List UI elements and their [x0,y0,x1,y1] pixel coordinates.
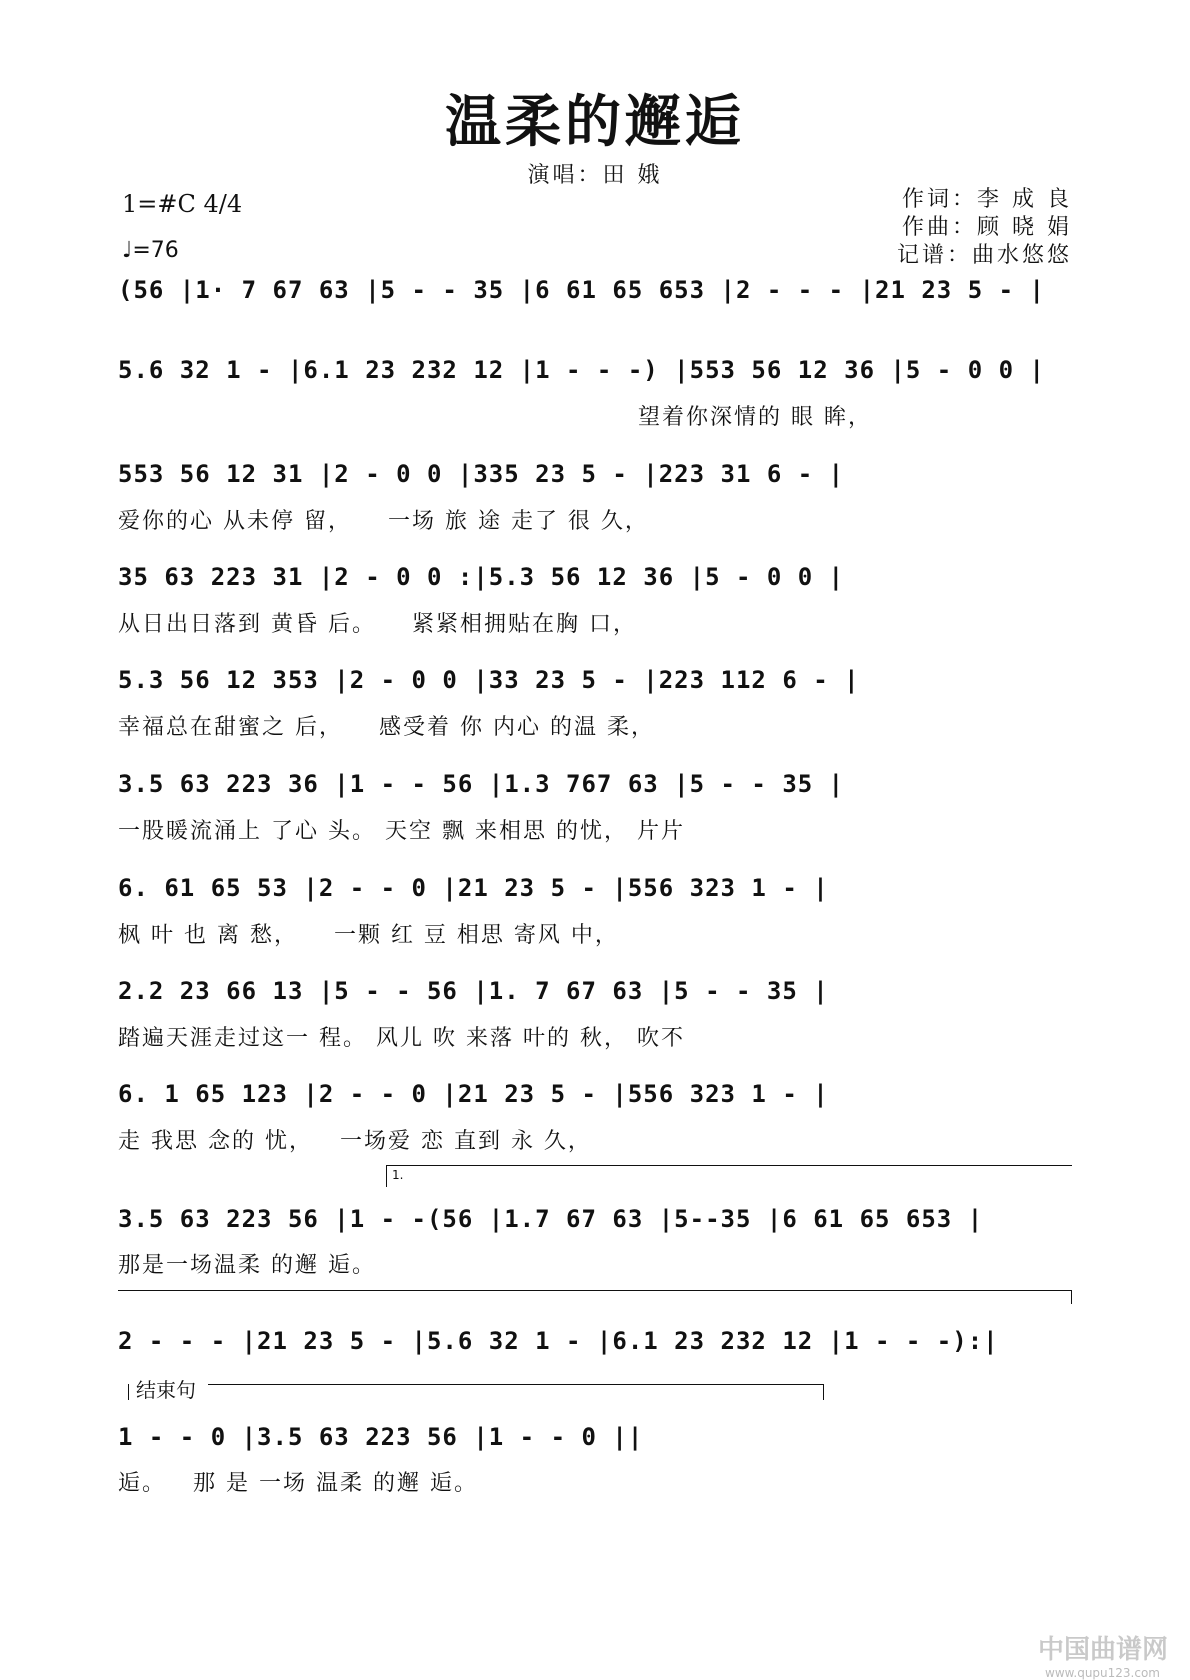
score-row-lyrics: 逅。 那 是 一场 温柔 的邂 逅。 [118,1471,478,1496]
watermark-logo: 中国曲谱网 [1037,1635,1168,1665]
score-row-lyrics: 一股暖流涌上 了心 头。 天空 飘 来相思 的忧， 片片 [118,819,685,844]
credits [897,186,1072,270]
score-row-notes: 2 - - - |21 23 5 - |5.6 32 1 - |6.1 23 232 12 |1 - - -):| [118,1327,999,1355]
score-row-notes: 3.5 63 223 36 |1 - - 56 |1.3 767 63 |5 - - 35 | [118,770,845,798]
score-row-lyrics: 望着你深情的 眼 眸， [638,405,872,430]
volta-continuation [118,1290,1072,1291]
score-row-lyrics: 那是一场温柔 的邂 逅。 [118,1253,376,1278]
score-row-notes: 1 - - 0 |3.5 63 223 56 |1 - - 0 || [118,1423,644,1451]
ending-bracket [208,1384,824,1385]
ending-bracket-start [128,1384,129,1400]
composer-credit: 作曲：顾 晓 娟 [902,215,1072,240]
lyricist-credit: 作词：李 成 良 [902,187,1072,212]
score-row-lyrics: 从日出日落到 黄昏 后。 紧紧相拥贴在胸 口， [118,612,637,637]
score-row-lyrics: 枫 叶 也 离 愁， 一颗 红 豆 相思 寄风 中， [118,923,619,948]
ending-bracket-end [823,1384,824,1400]
score-row-notes: 35 63 223 31 |2 - 0 0 :|5.3 56 12 36 |5 - 0 0 | [118,563,845,591]
watermark-url: www.qupu123.com [1045,1666,1160,1680]
score-row-lyrics: 踏遍天涯走过这一 程。 风儿 吹 来落 叶的 秋， 吹不 [118,1026,685,1051]
key-signature: 1=#C 4/4 [122,190,243,218]
volta-bracket-end [1071,1290,1072,1304]
score-row-notes: (56 |1· 7 67 63 |5 - - 35 |6 61 65 653 |2 - - - |21 23 5 - | [118,276,1045,304]
score-row-notes: 3.5 63 223 56 |1 - -(56 |1.7 67 63 |5--35 |6 61 65 653 | [118,1205,984,1233]
score-row-notes: 553 56 12 31 |2 - 0 0 |335 23 5 - |223 31 6 - | [118,460,845,488]
tempo-marking: ♩=76 [122,238,179,263]
score-row-notes: 5.6 32 1 - |6.1 23 232 12 |1 - - -) |553 56 12 36 |5 - 0 0 | [118,356,1045,384]
ending-label: 结束句 [136,1378,196,1402]
score-row-notes: 2.2 23 66 13 |5 - - 56 |1. 7 67 63 |5 - - 35 | [118,977,829,1005]
score-row-notes: 6. 61 65 53 |2 - - 0 |21 23 5 - |556 323 1 - | [118,874,829,902]
score-row-notes: 6. 1 65 123 |2 - - 0 |21 23 5 - |556 323 1 - | [118,1080,829,1108]
score-row-lyrics: 走 我思 念的 忧， 一场爱 恋 直到 永 久， [118,1129,592,1154]
singer-line: 演唱：田 娥 [527,163,663,188]
score-row-notes: 5.3 56 12 353 |2 - 0 0 |33 23 5 - |223 112 6 - | [118,666,860,694]
volta-bracket-start [386,1165,387,1187]
transcriber-credit: 记谱：曲水悠悠 [896,243,1072,268]
score-row-lyrics: 爱你的心 从未停 留， 一场 旅 途 走了 很 久， [118,509,649,534]
score-row-lyrics: 幸福总在甜蜜之 后， 感受着 你 内心 的温 柔， [118,715,655,740]
volta-number: 1. [392,1168,404,1182]
volta-bracket [386,1165,1072,1166]
song-title: 温柔的邂逅 [445,89,745,155]
